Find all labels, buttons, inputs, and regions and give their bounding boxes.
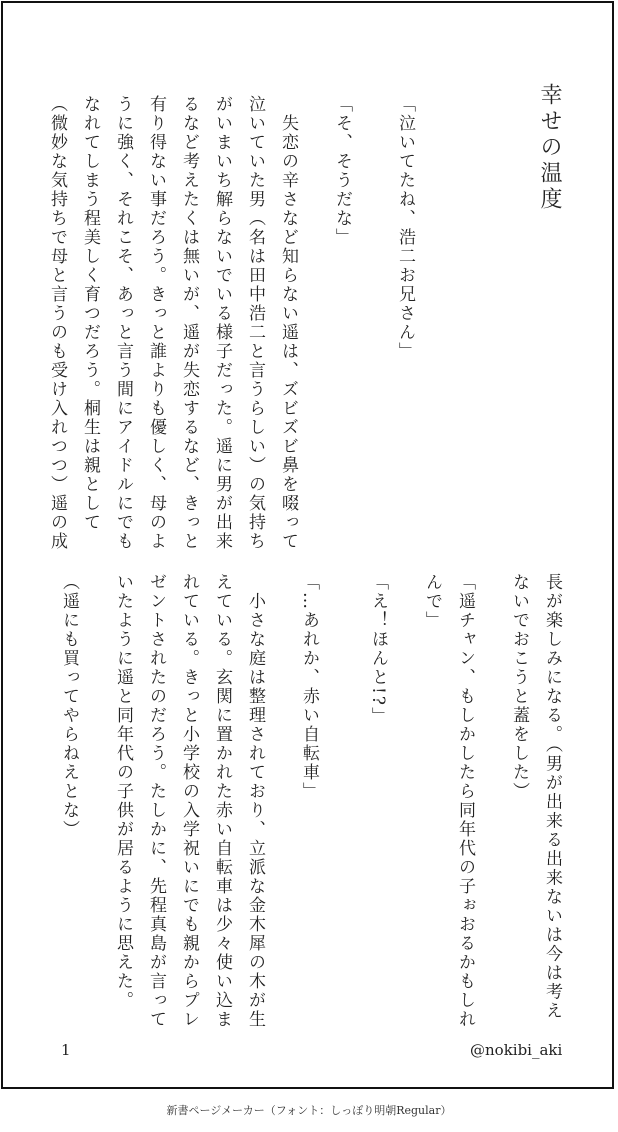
text-column: れている。きっと小学校の入学祝いにでも親からプレ — [179, 573, 199, 1029]
text-column: （微妙な気持ちで母と言うのも受け入れつつ）遥の成 — [47, 95, 67, 551]
text-column: 失恋の辛さなど知らない遥は、ズビズビ鼻を啜って — [278, 95, 298, 551]
text-column: いたように遥と同年代の子供が居るように思えた。 — [113, 573, 133, 1010]
page — [1, 1, 614, 1089]
text-column: （遥にも買ってやらねえとな） — [59, 573, 79, 839]
text-column: ゼントされたのだろう。たしかに、先程真島が言って — [146, 573, 166, 1029]
author-handle: @nokibi_aki — [470, 1041, 563, 1059]
text-column: 泣いていた男（名は田中浩二と言うらしい）の気持ち — [245, 95, 265, 551]
text-column: るなど考えたくは無いが、遥が失恋するなど、きっと — [179, 95, 199, 551]
text-column: 有り得ない事だろう。きっと誰よりも優しく、母のよ — [146, 95, 166, 551]
text-column: 「…あれか、赤い自転車」 — [299, 573, 319, 801]
text-column: 「遥チャン、もしかしたら同年代の子ぉおるかもしれ — [455, 573, 475, 1029]
footer-caption: 新書ページメーカー（フォント：しっぽり明朝Regular） — [166, 1104, 452, 1117]
text-column: がいまいち解らないでいる様子だった。遥に男が出来 — [212, 95, 232, 551]
text-column: 「そ、そうだな」 — [332, 95, 352, 247]
text-column: ないでおこうと蓋をした） — [509, 573, 529, 801]
text-column: 小さな庭は整理されており、立派な金木犀の木が生 — [245, 573, 265, 1029]
text-column: 長が楽しみになる。（男が出来る出来ないは今は考え — [542, 573, 562, 1021]
story-title: 幸せの温度 — [537, 83, 562, 213]
text-column: なれてしまう程美しく育つだろう。桐生は親として — [80, 95, 100, 532]
page-number: 1 — [61, 1041, 71, 1059]
text-column: 「え！ほんと!?」 — [368, 573, 388, 726]
text-column: 「泣いてたね、浩二お兄さん」 — [395, 95, 415, 361]
text-column: んで」 — [422, 573, 442, 630]
text-column: うに強く、それこそ、あっと言う間にアイドルにでも — [113, 95, 133, 551]
text-column: えている。玄関に置かれた赤い自転車は少々使い込ま — [212, 573, 232, 1029]
